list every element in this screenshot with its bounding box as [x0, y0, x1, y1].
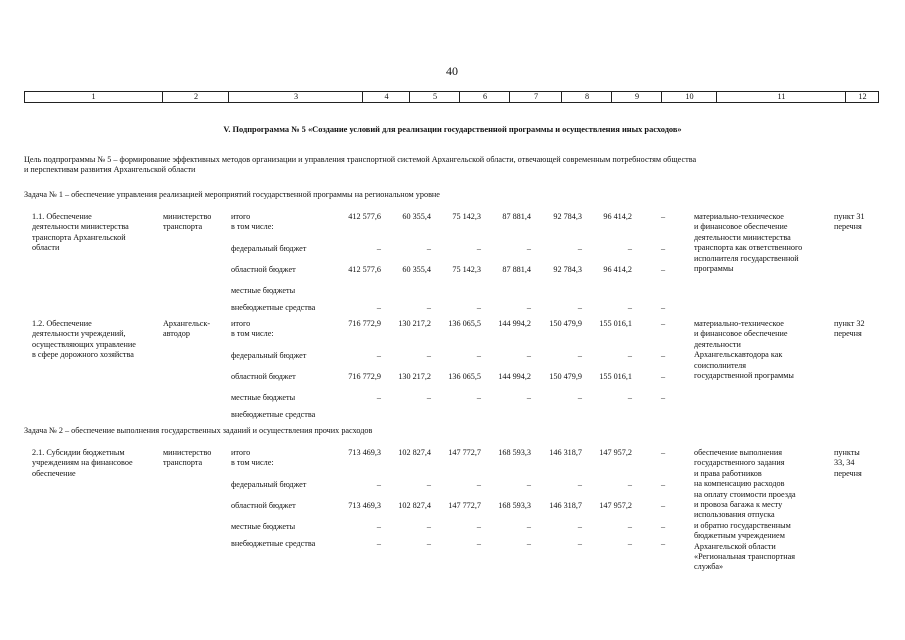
amount-cell: 136 065,5	[448, 319, 481, 328]
expected-result-line: служба»	[694, 562, 724, 572]
amount-cell: –	[660, 522, 666, 531]
amount-cell: –	[526, 351, 531, 360]
executor-line: министерство	[163, 448, 212, 457]
subprogram-title: V. Подпрограмма № 5 «Создание условий для реализации государственной программы и осуществления иных расходов»	[223, 125, 682, 134]
amount-cell: –	[577, 351, 582, 360]
amount-cell: 96 414,2	[603, 212, 632, 221]
amount-cell: 150 479,9	[549, 319, 582, 328]
amount-cell: 144 994,2	[498, 319, 531, 328]
amount-cell: 716 772,9	[348, 319, 381, 328]
amount-cell: 130 217,2	[398, 372, 431, 381]
amount-cell: –	[577, 303, 582, 312]
amount-cell: –	[526, 522, 531, 531]
amount-cell: 713 469,3	[348, 501, 381, 510]
reference-line: пункт 32	[834, 319, 865, 328]
amount-cell: –	[660, 319, 666, 328]
reference-line: пункт 31	[834, 212, 865, 221]
amount-cell: –	[660, 448, 666, 457]
activity-name-line: обеспечение	[32, 468, 76, 478]
column-number-header	[24, 91, 879, 103]
amount-cell: –	[627, 480, 632, 489]
amount-cell: –	[426, 351, 431, 360]
amount-cell: –	[660, 393, 666, 402]
fund-label-extra: внебюджетные средства	[231, 303, 316, 312]
fund-label-extra: внебюджетные средства	[231, 410, 316, 419]
task-1-heading: Задача № 1 – обеспечение управления реализацией мероприятий государственной программы на региональном уровне	[24, 190, 440, 199]
expected-result-line: государственного задания	[694, 458, 785, 468]
fund-label-federal: федеральный бюджет	[231, 351, 307, 360]
amount-cell: –	[376, 539, 381, 548]
column-number: 1	[91, 92, 96, 101]
amount-cell: –	[577, 480, 582, 489]
expected-result-line: деятельности	[694, 339, 741, 349]
amount-cell: –	[526, 244, 531, 253]
fund-label-incl: в том числе:	[231, 222, 274, 232]
expected-result-line: использования отпуска	[694, 510, 775, 520]
expected-result-line: на оплату стоимости проезда	[694, 489, 796, 499]
amount-cell: –	[426, 539, 431, 548]
expected-result-line: программы	[694, 264, 734, 273]
executor-line: автодор	[163, 329, 190, 339]
expected-result-line: и финансовое обеспечение	[694, 329, 788, 339]
column-number: 5	[409, 92, 460, 102]
amount-cell: –	[627, 351, 632, 360]
amount-cell: 155 016,1	[599, 372, 632, 381]
expected-result-line: и права работников	[694, 468, 762, 478]
activity-name-line: учреждениям на финансовое	[32, 458, 133, 468]
amount-cell: –	[660, 480, 666, 489]
amount-cell: –	[577, 522, 582, 531]
activity-name-line: в сфере дорожного хозяйства	[32, 350, 134, 360]
amount-cell: –	[577, 539, 582, 548]
column-number: 6	[459, 92, 510, 102]
amount-cell: 146 318,7	[549, 501, 582, 510]
activity-name-line: 1.1. Обеспечение	[32, 212, 92, 221]
column-number: 8	[561, 92, 612, 102]
expected-result-line: государственной программы	[694, 371, 794, 380]
column-number: 3	[228, 92, 363, 102]
fund-label-federal: федеральный бюджет	[231, 480, 307, 489]
amount-cell: 144 994,2	[498, 372, 531, 381]
executor-line: Архангельск-	[163, 319, 211, 328]
fund-label-total: итого	[231, 212, 251, 221]
expected-result-line: на компенсацию расходов	[694, 479, 785, 489]
fund-label-extra: внебюджетные средства	[231, 539, 316, 548]
amount-cell: 146 318,7	[549, 448, 582, 457]
fund-label-incl: в том числе:	[231, 458, 274, 468]
reference-line: 33, 34	[834, 458, 855, 468]
amount-cell: –	[426, 303, 431, 312]
goal-line-1: Цель подпрограммы № 5 – формирование эффективных методов организации и управления транспортной системой Архангельской области, отвечающей современным потребностям общества	[24, 155, 697, 164]
executor-line: транспорта	[163, 458, 203, 468]
amount-cell: –	[660, 212, 666, 221]
expected-result-line: транспорта как ответственного	[694, 243, 803, 253]
fund-label-regional: областной бюджет	[231, 372, 296, 381]
expected-result-line: материально-техническое	[694, 212, 784, 221]
amount-cell: –	[660, 372, 666, 381]
amount-cell: 168 593,3	[498, 448, 531, 457]
column-number: 4	[362, 92, 410, 102]
amount-cell: 136 065,5	[448, 372, 481, 381]
amount-cell: –	[376, 303, 381, 312]
executor-line: транспорта	[163, 222, 203, 232]
amount-cell: 147 957,2	[599, 448, 632, 457]
amount-cell: –	[526, 393, 531, 402]
column-number: 2	[162, 92, 229, 102]
fund-label-incl: в том числе:	[231, 329, 274, 339]
expected-result-line: и провоза багажа к месту	[694, 500, 783, 509]
amount-cell: 713 469,3	[348, 448, 381, 457]
amount-cell: 92 784,3	[553, 265, 582, 274]
amount-cell: –	[426, 480, 431, 489]
activity-name-line: 2.1. Субсидии бюджетным	[32, 448, 125, 457]
amount-cell: –	[660, 303, 666, 312]
amount-cell: 75 142,3	[452, 265, 481, 274]
amount-cell: 60 355,4	[402, 265, 431, 274]
amount-cell: 147 772,7	[448, 448, 481, 457]
amount-cell: –	[476, 244, 481, 253]
column-number: 7	[509, 92, 562, 102]
amount-cell: –	[577, 393, 582, 402]
amount-cell: –	[660, 351, 666, 360]
amount-cell: –	[627, 522, 632, 531]
activity-name-line: области	[32, 243, 60, 253]
amount-cell: –	[376, 522, 381, 531]
amount-cell: –	[426, 522, 431, 531]
amount-cell: 102 827,4	[398, 448, 431, 457]
expected-result-line: обеспечение выполнения	[694, 448, 782, 457]
expected-result-line: соисполнителя	[694, 360, 747, 370]
amount-cell: –	[627, 244, 632, 253]
amount-cell: –	[660, 265, 666, 274]
activity-name-line: осуществляющих управление	[32, 339, 136, 349]
activity-name-line: деятельности учреждений,	[32, 329, 126, 339]
amount-cell: 87 881,4	[502, 265, 531, 274]
amount-cell: –	[526, 539, 531, 548]
expected-result-line: исполнителя государственной	[694, 253, 799, 263]
amount-cell: –	[660, 501, 666, 510]
expected-result-line: Архангельскавтодора как	[694, 350, 783, 360]
expected-result-line: Архангельской области	[694, 541, 776, 551]
expected-result-line: бюджетным учреждением	[694, 531, 785, 541]
amount-cell: –	[376, 480, 381, 489]
amount-cell: 168 593,3	[498, 501, 531, 510]
amount-cell: 130 217,2	[398, 319, 431, 328]
fund-label-local: местные бюджеты	[231, 522, 296, 531]
amount-cell: 92 784,3	[553, 212, 582, 221]
amount-cell: 60 355,4	[402, 212, 431, 221]
amount-cell: 75 142,3	[452, 212, 481, 221]
amount-cell: 716 772,9	[348, 372, 381, 381]
fund-label-total: итого	[231, 448, 251, 457]
amount-cell: –	[476, 303, 481, 312]
amount-cell: –	[660, 539, 666, 548]
amount-cell: –	[577, 244, 582, 253]
amount-cell: –	[426, 244, 431, 253]
amount-cell: –	[627, 393, 632, 402]
fund-label-regional: областной бюджет	[231, 501, 296, 510]
column-number: 11	[716, 92, 846, 102]
amount-cell: 96 414,2	[603, 265, 632, 274]
reference-line: перечня	[834, 468, 862, 478]
expected-result-line: «Региональная транспортная	[694, 552, 795, 561]
fund-label-federal: федеральный бюджет	[231, 244, 307, 253]
amount-cell: 147 957,2	[599, 501, 632, 510]
amount-cell: –	[476, 351, 481, 360]
expected-result-line: и финансовое обеспечение	[694, 222, 788, 232]
amount-cell: –	[376, 351, 381, 360]
amount-cell: 150 479,9	[549, 372, 582, 381]
executor-line: министерство	[163, 212, 212, 221]
activity-name-line: транспорта Архангельской	[32, 232, 126, 242]
reference-line: перечня	[834, 222, 862, 232]
amount-cell: –	[476, 393, 481, 402]
activity-name-line: деятельности министерства	[32, 222, 129, 232]
reference-line: перечня	[834, 329, 862, 339]
page-number: 40	[446, 64, 458, 78]
amount-cell: –	[376, 244, 381, 253]
amount-cell: 155 016,1	[599, 319, 632, 328]
fund-label-regional: областной бюджет	[231, 265, 296, 274]
activity-name-line: 1.2. Обеспечение	[32, 319, 92, 328]
amount-cell: 147 772,7	[448, 501, 481, 510]
amount-cell: –	[660, 244, 666, 253]
amount-cell: –	[627, 303, 632, 312]
amount-cell: –	[627, 539, 632, 548]
amount-cell: 87 881,4	[502, 212, 531, 221]
goal-line-2: и перспективам развития Архангельской области	[24, 165, 196, 174]
expected-result-line: материально-техническое	[694, 319, 784, 328]
reference-line: пункты	[834, 448, 860, 457]
fund-label-total: итого	[231, 319, 251, 328]
column-number: 10	[661, 92, 717, 102]
amount-cell: 102 827,4	[398, 501, 431, 510]
amount-cell: –	[376, 393, 381, 402]
column-number: 12	[845, 92, 879, 102]
amount-cell: –	[426, 393, 431, 402]
amount-cell: –	[526, 303, 531, 312]
amount-cell: –	[476, 480, 481, 489]
amount-cell: –	[476, 522, 481, 531]
amount-cell: 412 577,6	[348, 265, 381, 274]
amount-cell: –	[476, 539, 481, 548]
amount-cell: 412 577,6	[348, 212, 381, 221]
fund-label-local: местные бюджеты	[231, 286, 296, 295]
expected-result-line: и обратно государственным	[694, 520, 791, 530]
fund-label-local: местные бюджеты	[231, 393, 296, 402]
task-2-heading: Задача № 2 – обеспечение выполнения государственных заданий и осуществления прочих расходов	[24, 426, 373, 435]
expected-result-line: деятельности министерства	[694, 232, 791, 242]
column-number: 9	[611, 92, 662, 102]
amount-cell: –	[526, 480, 531, 489]
